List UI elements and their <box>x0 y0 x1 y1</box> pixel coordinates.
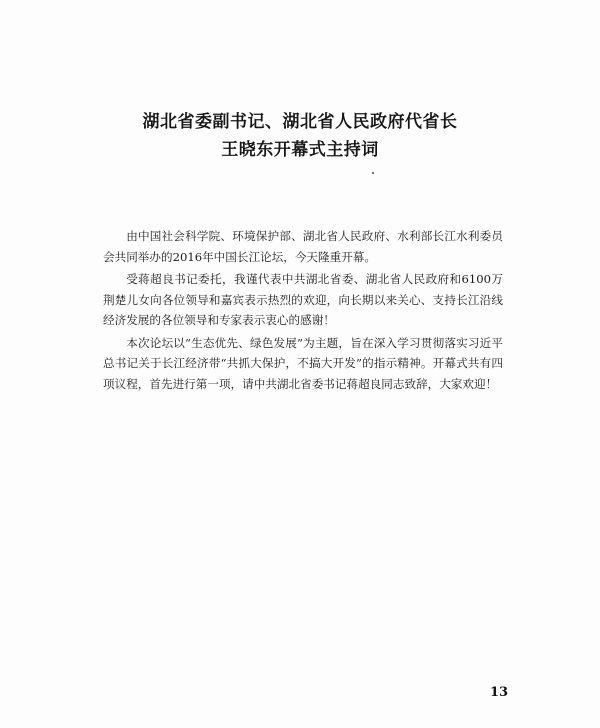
scan-speck <box>372 172 374 174</box>
page-number: 13 <box>490 685 509 700</box>
speech-body <box>103 226 503 396</box>
page-title-line-1: 湖北省委副书记、湖北省人民政府代省长 <box>142 112 458 132</box>
paragraph-3: 本次论坛以“生态优先、绿色发展”为主题，旨在深入学习贯彻落实习近平总书记关于长江经济带“共抓大保护，不搞大开发”的指示精神。开幕式共有四项议程，首先进行第一项，请中共湖北省委书记蒋超良同志致辞，大家欢迎！ <box>103 335 503 391</box>
paragraph-1: 由中国社会科学院、环境保护部、湖北省人民政府、水利部长江水利委员会共同举办的2016年中国长江论坛，今天隆重开幕。 <box>103 229 503 264</box>
paragraph-2: 受蒋超良书记委托，我谨代表中共湖北省委、湖北省人民政府和6100万荆楚儿女向各位领导和嘉宾表示热烈的欢迎，向长期以来关心、支持长江沿线经济发展的各位领导和专家表示衷心的感谢！ <box>103 272 503 327</box>
page-title-line-2: 王晓东开幕式主持词 <box>221 140 379 160</box>
